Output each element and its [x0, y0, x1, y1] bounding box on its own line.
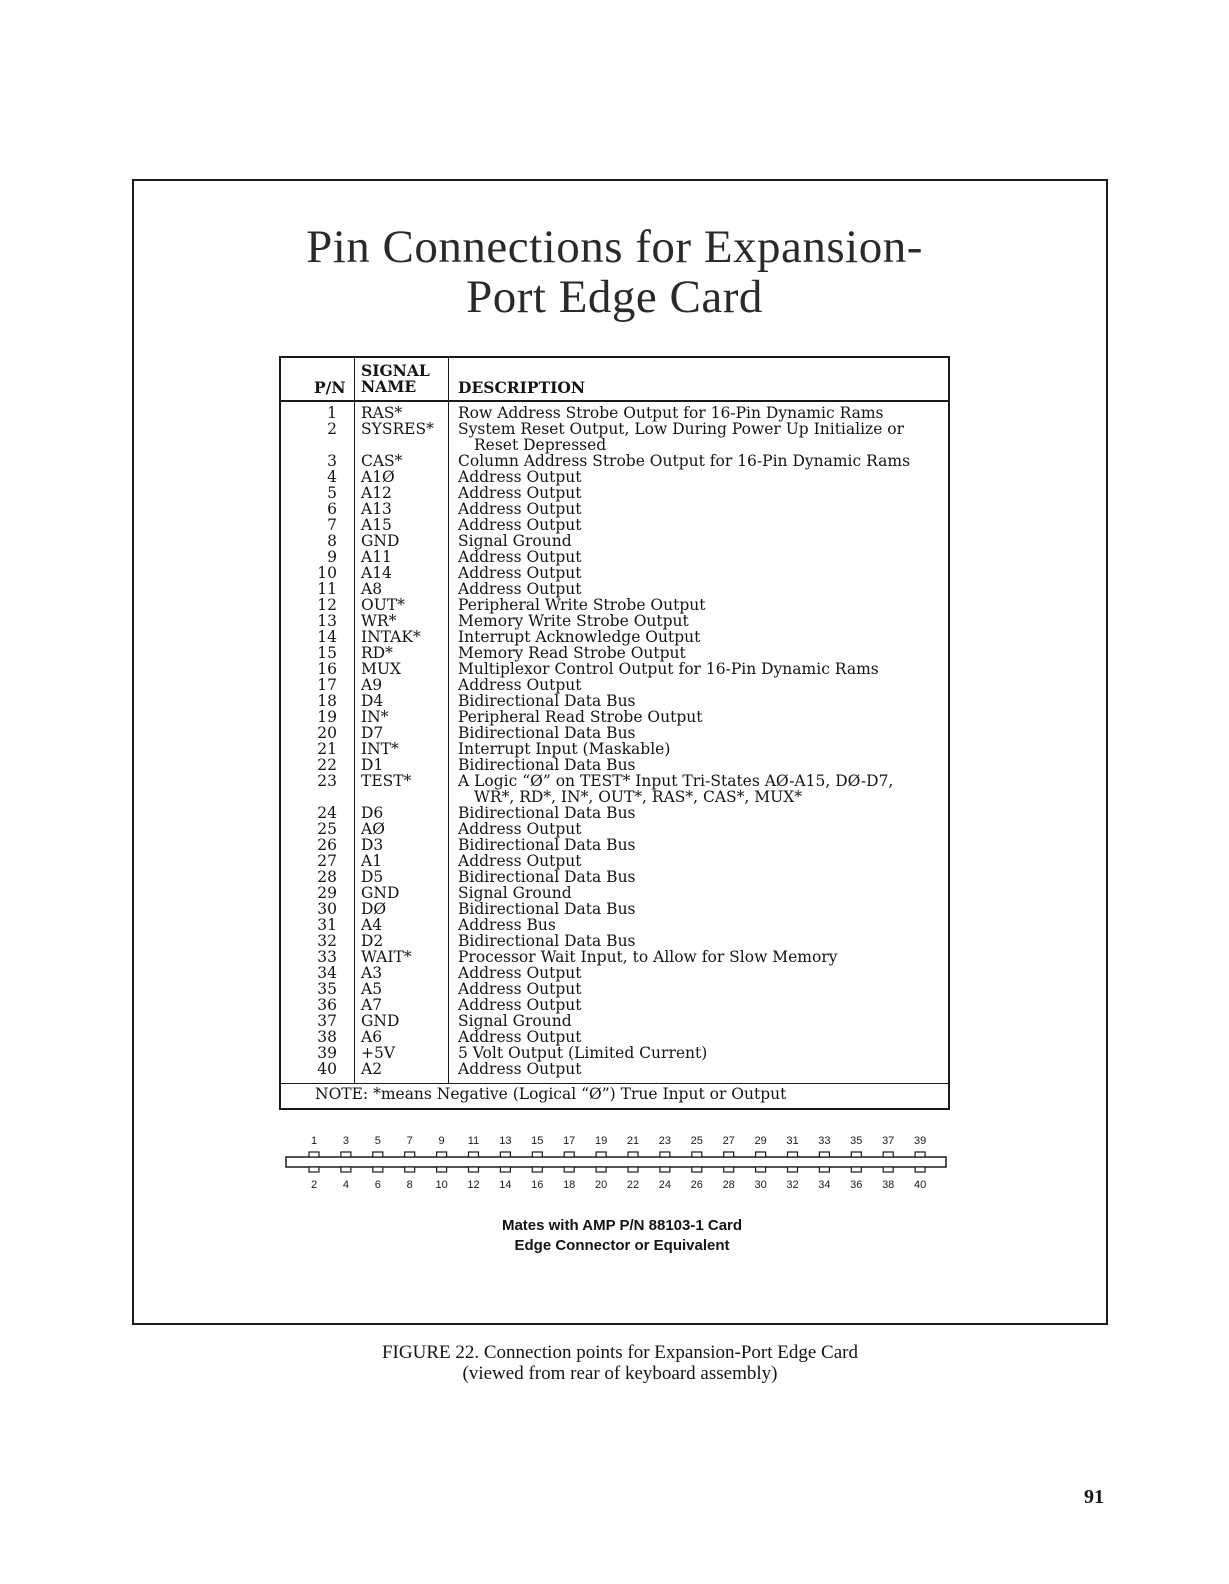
signal-name: A5 — [361, 980, 383, 998]
bottom-pin-label: 26 — [690, 1179, 703, 1191]
description-text: Address Output — [458, 1028, 582, 1046]
top-pin-label: 7 — [406, 1135, 413, 1147]
bottom-contact-pad — [660, 1167, 670, 1172]
bottom-pin-label: 24 — [658, 1179, 672, 1191]
pin-number: 14 — [317, 628, 337, 646]
pin-number: 11 — [317, 580, 337, 598]
top-pin-label: 1 — [310, 1135, 318, 1147]
mates-text — [0, 1216, 1229, 1256]
signal-name: A2 — [361, 1060, 383, 1078]
bottom-pin-label: 12 — [467, 1179, 480, 1191]
top-pin-label: 9 — [438, 1135, 445, 1147]
description-text: Bidirectional Data Bus — [458, 932, 636, 950]
bottom-contact-pad — [788, 1167, 798, 1172]
description-text: Memory Write Strobe Output — [458, 612, 689, 630]
signal-name: GND — [361, 884, 400, 902]
bottom-contact-pad — [532, 1167, 542, 1172]
signal-name: A11 — [361, 548, 392, 566]
pin-number: 22 — [317, 756, 337, 774]
description-text: Bidirectional Data Bus — [458, 836, 636, 854]
signal-name: AØ — [361, 820, 385, 838]
signal-name: A4 — [361, 916, 383, 934]
top-contact-pad — [500, 1152, 510, 1157]
bottom-pin-label: 30 — [754, 1179, 767, 1191]
signal-name: D3 — [361, 836, 384, 854]
pin-number: 40 — [317, 1060, 337, 1078]
pin-number: 4 — [327, 468, 337, 486]
pin-number: 21 — [317, 740, 337, 758]
signal-name: INT* — [361, 740, 399, 758]
pin-number: 24 — [317, 804, 337, 822]
pin-number: 38 — [317, 1028, 337, 1046]
top-pin-label: 39 — [913, 1135, 927, 1147]
description-text: Peripheral Read Strobe Output — [458, 708, 703, 726]
pin-number: 35 — [317, 980, 337, 998]
description-text: Multiplexor Control Output for 16-Pin Dynamic Rams — [458, 660, 879, 678]
signal-name: SYSRES* — [361, 420, 434, 438]
signal-name: GND — [361, 532, 400, 550]
top-contact-pad — [692, 1152, 702, 1157]
bottom-pin-label: 22 — [626, 1179, 640, 1191]
header-pn: P/N — [314, 378, 346, 397]
mates-line-2: Edge Connector or Equivalent — [514, 1237, 730, 1254]
pin-number: 20 — [317, 724, 337, 742]
description-text: Bidirectional Data Bus — [458, 900, 636, 918]
pin-number: 12 — [317, 596, 337, 614]
description-text: Address Output — [458, 676, 582, 694]
top-contact-pad — [883, 1152, 893, 1157]
signal-name: A12 — [361, 484, 392, 502]
description-text: Column Address Strobe Output for 16-Pin Dynamic Rams — [458, 452, 911, 470]
bottom-contact-pad — [596, 1167, 606, 1172]
signal-name: A6 — [361, 1028, 383, 1046]
pin-number: 16 — [317, 660, 337, 678]
top-pin-label: 31 — [786, 1135, 799, 1147]
bottom-pin-label: 34 — [818, 1179, 831, 1191]
description-text: Address Output — [458, 580, 582, 598]
pin-number: 33 — [317, 948, 337, 966]
description-text: Signal Ground — [458, 884, 572, 902]
description-text: Address Output — [458, 1060, 582, 1078]
top-pin-label: 21 — [626, 1135, 640, 1147]
top-contact-pad — [309, 1152, 319, 1157]
top-pin-label: 37 — [882, 1135, 895, 1147]
signal-name: A14 — [361, 564, 392, 582]
bottom-contact-pad — [628, 1167, 638, 1172]
pin-number: 1 — [327, 404, 337, 422]
pin-number: 36 — [317, 996, 337, 1014]
bottom-pin-label: 14 — [499, 1179, 512, 1191]
pin-number: 18 — [317, 692, 337, 710]
description-continuation: Reset Depressed — [474, 436, 607, 454]
description-continuation: WR*, RD*, IN*, OUT*, RAS*, CAS*, MUX* — [474, 788, 802, 806]
bottom-pin-label: 40 — [913, 1179, 927, 1191]
description-text: Bidirectional Data Bus — [458, 756, 636, 774]
signal-name: INTAK* — [361, 628, 421, 646]
top-pin-label: 23 — [658, 1135, 672, 1147]
bottom-contact-pad — [437, 1167, 447, 1172]
pin-number: 34 — [317, 964, 337, 982]
top-contact-pad — [851, 1152, 861, 1157]
top-pin-label: 15 — [531, 1135, 544, 1147]
signal-name: A9 — [361, 676, 383, 694]
bottom-pin-label: 32 — [786, 1179, 799, 1191]
description-text: Interrupt Input (Maskable) — [458, 740, 671, 758]
bottom-pin-label: 28 — [722, 1179, 735, 1191]
description-text: Address Output — [458, 980, 582, 998]
top-contact-pad — [532, 1152, 542, 1157]
bottom-pin-label: 10 — [435, 1179, 448, 1191]
bottom-pin-label: 20 — [594, 1179, 608, 1191]
signal-name: TEST* — [361, 772, 412, 790]
table-note: NOTE: *means Negative (Logical “Ø”) True Input or Output — [315, 1085, 787, 1103]
caption-line-1: FIGURE 22. Connection points for Expansion-Port Edge Card — [381, 1342, 858, 1363]
top-contact-pad — [788, 1152, 798, 1157]
description-text: Address Output — [458, 852, 582, 870]
signal-name: D5 — [361, 868, 384, 886]
signal-name: OUT* — [361, 596, 405, 614]
bottom-pin-label: 4 — [342, 1179, 349, 1191]
pin-number: 17 — [317, 676, 337, 694]
description-text: Address Output — [458, 996, 582, 1014]
description-text: Address Output — [458, 468, 582, 486]
pin-number: 32 — [317, 932, 337, 950]
signal-name: A13 — [361, 500, 392, 518]
pin-number: 23 — [317, 772, 337, 790]
bottom-contact-pad — [564, 1167, 574, 1172]
pin-number: 5 — [327, 484, 337, 502]
bottom-contact-pad — [851, 1167, 861, 1172]
description-text: Bidirectional Data Bus — [458, 692, 636, 710]
top-contact-pad — [915, 1152, 925, 1157]
bottom-pin-label: 16 — [531, 1179, 544, 1191]
bottom-pin-label: 6 — [374, 1179, 381, 1191]
bottom-contact-pad — [724, 1167, 734, 1172]
description-text: Bidirectional Data Bus — [458, 724, 636, 742]
bottom-contact-pad — [405, 1167, 415, 1172]
signal-name: D6 — [361, 804, 384, 822]
pin-number: 15 — [317, 644, 337, 662]
pin-number: 31 — [317, 916, 337, 934]
pin-number: 10 — [317, 564, 337, 582]
description-text: Processor Wait Input, to Allow for Slow Memory — [458, 948, 838, 966]
signal-name: WR* — [361, 612, 397, 630]
description-text: Address Output — [458, 564, 582, 582]
description-text: Row Address Strobe Output for 16-Pin Dynamic Rams — [458, 404, 884, 422]
bottom-contact-pad — [883, 1167, 893, 1172]
signal-name: D1 — [361, 756, 384, 774]
bottom-pin-label: 36 — [850, 1179, 863, 1191]
description-text: Address Output — [458, 500, 582, 518]
top-pin-label: 25 — [690, 1135, 703, 1147]
pin-number: 8 — [327, 532, 337, 550]
description-text: Interrupt Acknowledge Output — [458, 628, 701, 646]
top-contact-pad — [341, 1152, 351, 1157]
signal-name: D2 — [361, 932, 384, 950]
signal-name: +5V — [361, 1044, 396, 1062]
top-contact-pad — [756, 1152, 766, 1157]
signal-name: A15 — [361, 516, 392, 534]
header-signal-line-1: SIGNAL — [361, 361, 430, 380]
description-text: Address Output — [458, 820, 582, 838]
pin-number: 2 — [327, 420, 337, 438]
header-signal-line-2: NAME — [361, 377, 417, 396]
bottom-pin-label: 18 — [563, 1179, 576, 1191]
top-contact-pad — [660, 1152, 670, 1157]
description-text: Bidirectional Data Bus — [458, 868, 636, 886]
signal-name: A3 — [361, 964, 383, 982]
bottom-contact-pad — [341, 1167, 351, 1172]
signal-name: RAS* — [361, 404, 403, 422]
top-contact-pad — [405, 1152, 415, 1157]
bottom-contact-pad — [692, 1167, 702, 1172]
pin-number: 19 — [317, 708, 337, 726]
top-pin-label: 3 — [342, 1135, 349, 1147]
bottom-pin-label: 8 — [406, 1179, 413, 1191]
top-contact-pad — [373, 1152, 383, 1157]
description-text: Address Bus — [458, 916, 556, 934]
page-number: 91 — [1084, 1486, 1104, 1508]
bottom-contact-pad — [915, 1167, 925, 1172]
description-text: Signal Ground — [458, 532, 572, 550]
signal-name: D7 — [361, 724, 384, 742]
title-line-1: Pin Connections for Expansion- — [306, 221, 923, 273]
description-text: Address Output — [458, 548, 582, 566]
pin-number: 39 — [317, 1044, 337, 1062]
description-text: Peripheral Write Strobe Output — [458, 596, 706, 614]
signal-name: A1 — [361, 852, 383, 870]
description-text: Memory Read Strobe Output — [458, 644, 686, 662]
bottom-contact-pad — [500, 1167, 510, 1172]
description-text: Address Output — [458, 516, 582, 534]
signal-name: MUX — [361, 660, 401, 678]
bottom-contact-pad — [309, 1167, 319, 1172]
top-contact-pad — [564, 1152, 574, 1157]
pin-number: 7 — [327, 516, 337, 534]
pin-number: 26 — [317, 836, 337, 854]
signal-name: A7 — [361, 996, 383, 1014]
top-pin-label: 5 — [374, 1135, 381, 1147]
top-pin-label: 13 — [499, 1135, 512, 1147]
connector-board — [286, 1157, 946, 1167]
top-pin-label: 27 — [722, 1135, 735, 1147]
caption-line-2: (viewed from rear of keyboard assembly) — [462, 1363, 778, 1384]
top-contact-pad — [596, 1152, 606, 1157]
signal-name: DØ — [361, 900, 387, 918]
description-text: A Logic “Ø” on TEST* Input Tri-States AØ-A15, DØ-D7, — [458, 772, 894, 790]
bottom-contact-pad — [819, 1167, 829, 1172]
bottom-contact-pad — [756, 1167, 766, 1172]
header-description: DESCRIPTION — [458, 378, 586, 397]
top-pin-label: 29 — [754, 1135, 767, 1147]
bottom-pin-label: 38 — [882, 1179, 895, 1191]
top-pin-label: 33 — [818, 1135, 831, 1147]
top-pin-label: 35 — [850, 1135, 863, 1147]
pin-number: 27 — [317, 852, 337, 870]
title-line-2: Port Edge Card — [466, 271, 763, 323]
pin-number: 30 — [317, 900, 337, 918]
bottom-contact-pad — [469, 1167, 479, 1172]
pin-number: 6 — [327, 500, 337, 518]
bottom-contact-pad — [373, 1167, 383, 1172]
signal-name: RD* — [361, 644, 393, 662]
pin-number: 25 — [317, 820, 337, 838]
signal-name: WAIT* — [361, 948, 412, 966]
signal-name: A1Ø — [361, 468, 395, 486]
description-text: Signal Ground — [458, 1012, 572, 1030]
top-contact-pad — [724, 1152, 734, 1157]
figure-caption — [0, 1342, 1229, 1384]
bottom-pin-label: 2 — [310, 1179, 318, 1191]
signal-name: IN* — [361, 708, 389, 726]
top-pin-label: 11 — [467, 1135, 480, 1147]
description-text: Bidirectional Data Bus — [458, 804, 636, 822]
top-contact-pad — [819, 1152, 829, 1157]
description-text: Address Output — [458, 484, 582, 502]
pin-number: 3 — [327, 452, 337, 470]
signal-name: GND — [361, 1012, 400, 1030]
pin-number: 28 — [317, 868, 337, 886]
description-text: 5 Volt Output (Limited Current) — [458, 1044, 708, 1062]
top-pin-label: 19 — [594, 1135, 608, 1147]
pin-number: 37 — [317, 1012, 337, 1030]
mates-line-1: Mates with AMP P/N 88103-1 Card — [501, 1217, 743, 1234]
top-contact-pad — [469, 1152, 479, 1157]
signal-name: A8 — [361, 580, 383, 598]
top-contact-pad — [437, 1152, 447, 1157]
description-text: Address Output — [458, 964, 582, 982]
signal-name: D4 — [361, 692, 384, 710]
top-contact-pad — [628, 1152, 638, 1157]
top-pin-label: 17 — [563, 1135, 576, 1147]
signal-name: CAS* — [361, 452, 403, 470]
pin-number: 9 — [327, 548, 337, 566]
pin-number: 13 — [317, 612, 337, 630]
pin-number: 29 — [317, 884, 337, 902]
description-text: System Reset Output, Low During Power Up Initialize or — [458, 420, 905, 438]
